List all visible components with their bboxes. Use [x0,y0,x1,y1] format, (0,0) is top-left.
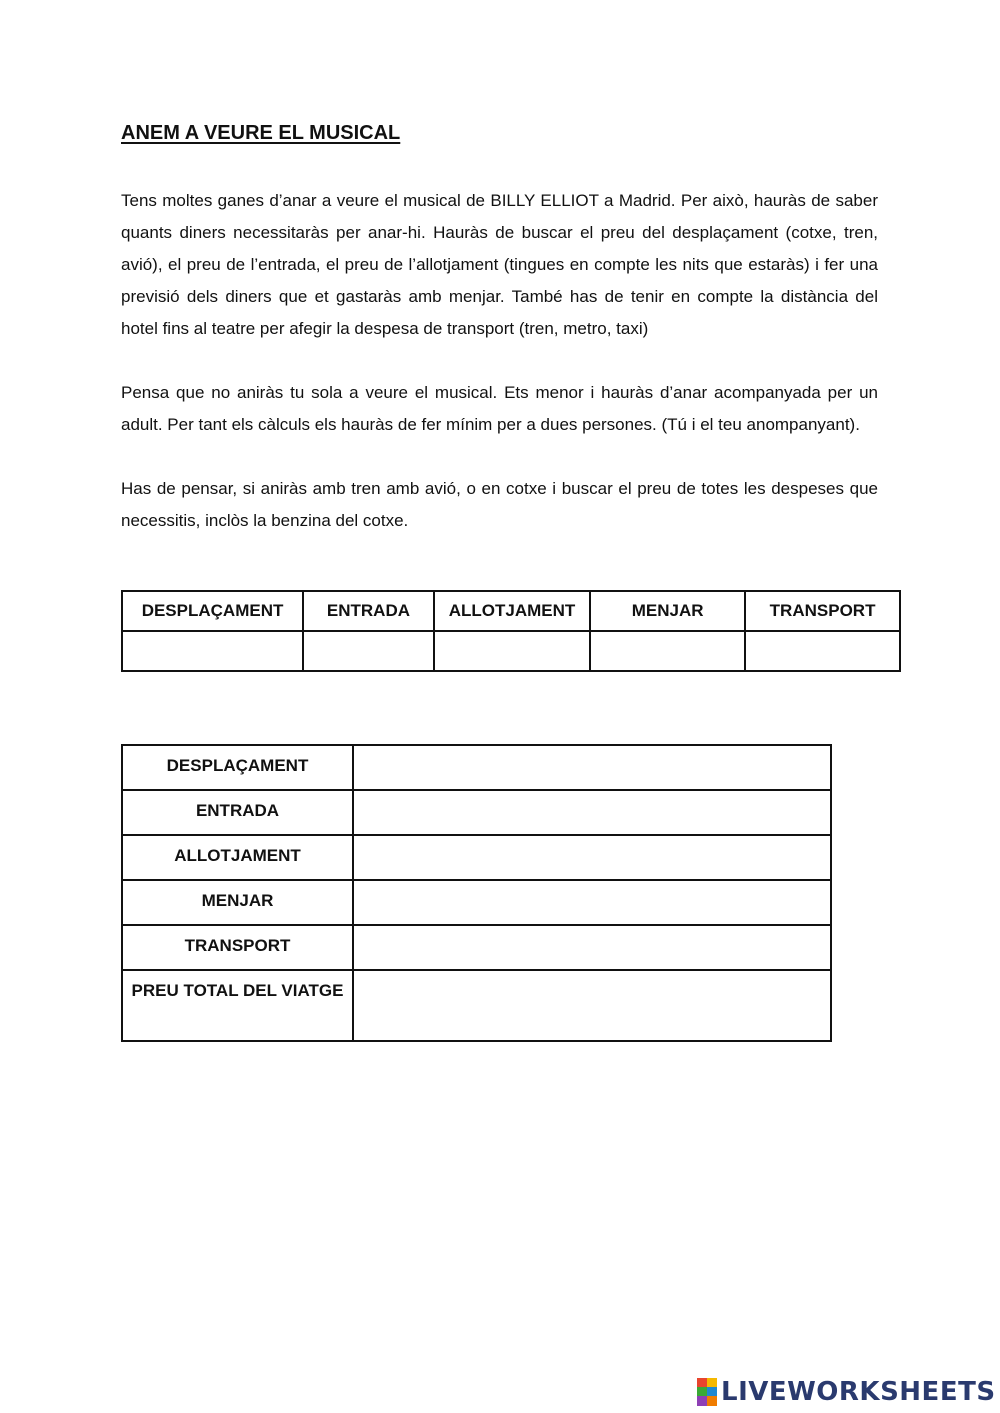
row-input-entrada[interactable] [353,790,831,835]
page-title: ANEM A VEURE EL MUSICAL [121,122,401,144]
row-input-total[interactable] [353,970,831,1041]
row-label-transport: TRANSPORT [122,925,353,970]
header-menjar: MENJAR [590,591,745,631]
row-input-desplacament[interactable] [353,745,831,790]
table-row [122,745,831,790]
brand-name: LIVEWORKSHEETS [721,1377,996,1407]
logo-tile [707,1378,717,1387]
header-entrada: ENTRADA [303,591,434,631]
input-transport[interactable] [745,631,900,671]
header-transport: TRANSPORT [745,591,900,631]
logo-tile [697,1387,707,1396]
input-allotjament[interactable] [434,631,590,671]
row-label-menjar: MENJAR [122,880,353,925]
row-input-menjar[interactable] [353,880,831,925]
logo-tile [697,1396,707,1406]
row-input-allotjament[interactable] [353,835,831,880]
row-label-entrada: ENTRADA [122,790,353,835]
liveworksheets-logo-icon [697,1378,717,1406]
logo-tile [707,1387,717,1396]
input-entrada[interactable] [303,631,434,671]
table-row-total [122,970,831,1041]
companion-paragraph: Pensa que no aniràs tu sola a veure el musical. Ets menor i hauràs d’anar acompanyada per un adult. Per tant els càlculs els hauràs de fer mínim per a dues persones. (Tú i el teu anompanyant). [121,383,878,434]
row-label-allotjament: ALLOTJAMENT [122,835,353,880]
header-desplacament: DESPLAÇAMENT [122,591,303,631]
table-header-row [122,591,900,631]
table-input-row [122,631,900,671]
liveworksheets-brand [697,1377,996,1407]
input-desplacament[interactable] [122,631,303,671]
row-label-desplacament: DESPLAÇAMENT [122,745,353,790]
input-menjar[interactable] [590,631,745,671]
transport-paragraph: Has de pensar, si aniràs amb tren amb avió, o en cotxe i buscar el preu de totes les despeses que necessitis, inclòs la benzina del cotxe. [121,479,878,530]
table-row [122,925,831,970]
logo-tile [697,1378,707,1387]
table-row [122,880,831,925]
intro-paragraph: Tens moltes ganes d’anar a veure el musical de BILLY ELLIOT a Madrid. Per això, hauràs de saber quants diners necessitaràs per anar-hi. Hauràs de buscar el preu del desplaçament (cotxe, tren, avió), el preu de l’entrada, el preu de l’allotjament (tingues en compte les nits que estaràs) i fer una previsió dels diners que et gastaràs amb menjar. També has de tenir en compte la distància del hotel fins al teatre per afegir la despesa de transport (tren, metro, taxi) [121,191,878,338]
expenses-table-vertical [121,744,832,1042]
table-row [122,835,831,880]
row-label-total: PREU TOTAL DEL VIATGE [122,970,353,1041]
table-row [122,790,831,835]
row-input-transport[interactable] [353,925,831,970]
header-allotjament: ALLOTJAMENT [434,591,590,631]
expenses-table-horizontal [121,590,901,672]
logo-tile [707,1396,717,1406]
